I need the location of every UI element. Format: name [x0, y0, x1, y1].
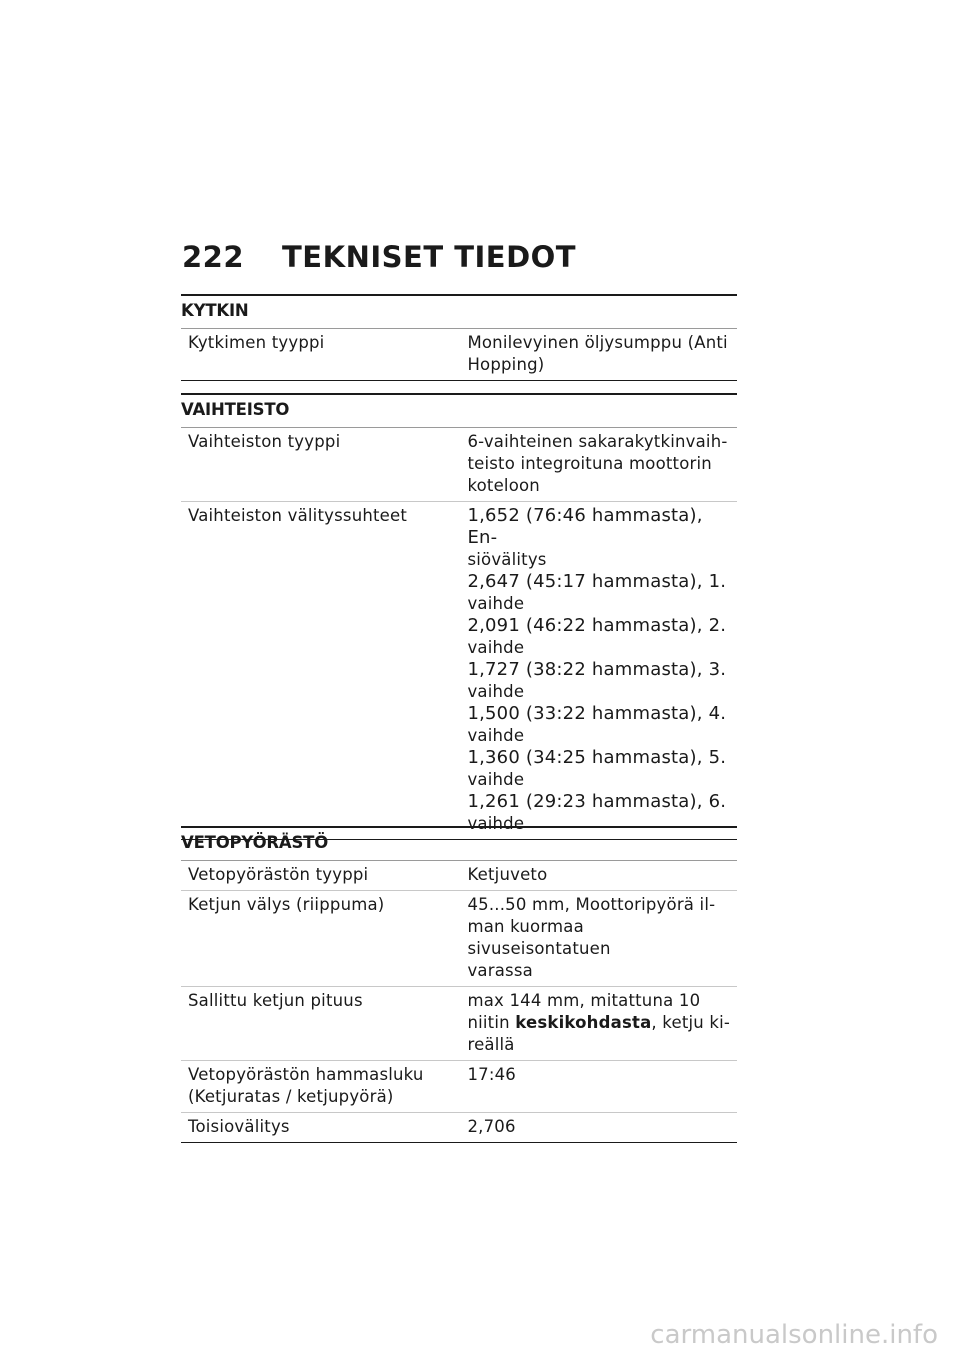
page-header [182, 240, 742, 284]
value-line: Monilevyinen öljysumppu (Anti [467, 333, 728, 352]
spec-value: Ketjuveto [467, 865, 548, 884]
table-row [181, 891, 737, 987]
label-line: (Ketjuratas / ketjupyörä) [188, 1087, 394, 1106]
value-line: man kuormaa sivuseisontatuen [467, 917, 611, 958]
value-line: 6-vaihteinen sakarakytkinvaih- [467, 432, 728, 451]
emphasis-text: keskikohdasta [515, 1013, 652, 1032]
value-text: , ketju ki- [651, 1013, 731, 1032]
spec-label: Vetopyörästön tyyppi [188, 865, 369, 884]
table-row [181, 502, 737, 840]
spec-value: 2,706 [459, 1113, 737, 1143]
section-gearbox [181, 393, 737, 840]
gear-ratio-line: 1,727 (38:22 hammasta), 3. [467, 659, 727, 680]
section-title-drive: VETOPYÖRÄSTÖ [181, 833, 329, 852]
spec-value [459, 329, 737, 381]
section-drive [181, 826, 737, 1143]
value-line: Hopping) [467, 355, 545, 374]
gear-ratio-line: vaihde [467, 770, 525, 789]
spec-label: Vaihteiston välityssuhteet [181, 502, 459, 840]
page-number: 222 [182, 240, 245, 274]
table-row [181, 1061, 737, 1113]
page-title: TEKNISET TIEDOT [282, 240, 577, 274]
table-row [181, 428, 737, 502]
watermark: carmanualsonline.info [650, 1320, 938, 1350]
gear-ratio-line: 2,091 (46:22 hammasta), 2. [467, 615, 727, 636]
spec-label: Sallittu ketjun pituus [181, 987, 459, 1061]
gear-ratio-line: vaihde [467, 814, 525, 833]
section-clutch [181, 294, 737, 381]
value-line: reällä [467, 1035, 515, 1054]
table-row [181, 329, 737, 381]
value-line: max 144 mm, mitattuna 10 [467, 991, 701, 1010]
gear-ratio-line: 1,652 (76:46 hammasta), En- [467, 505, 703, 548]
value-text: niitin [467, 1013, 516, 1032]
section-title-gearbox: VAIHTEISTO [181, 400, 290, 419]
section-title-clutch: KYTKIN [181, 301, 249, 320]
gear-ratios-list [459, 502, 737, 840]
gear-ratio-line: vaihde [467, 726, 525, 745]
gear-ratio-line: siövälitys [467, 550, 547, 569]
spec-value [459, 987, 737, 1061]
clutch-spec-table [181, 328, 737, 381]
spec-label: Ketjun välys (riippuma) [181, 891, 459, 987]
spec-value: 17:46 [459, 1061, 737, 1113]
gear-ratio-line: 1,261 (29:23 hammasta), 6. [467, 791, 727, 812]
spec-value [459, 428, 737, 502]
gear-ratio-line: 1,500 (33:22 hammasta), 4. [467, 703, 727, 724]
value-line [467, 1012, 731, 1034]
spec-label: Toisiovälitys [181, 1113, 459, 1143]
gear-ratio-line: vaihde [467, 682, 525, 701]
spec-label [181, 1061, 459, 1113]
gearbox-spec-table [181, 427, 737, 840]
table-row [181, 1113, 737, 1143]
value-line: teisto integroituna moottorin [467, 454, 712, 473]
spec-value [459, 891, 737, 987]
value-line: varassa [467, 961, 533, 980]
value-line: koteloon [467, 476, 540, 495]
gear-ratio-line: vaihde [467, 594, 525, 613]
value-line: 45...50 mm, Moottoripyörä il- [467, 895, 716, 914]
drive-spec-table [181, 860, 737, 1143]
gear-ratio-line: 1,360 (34:25 hammasta), 5. [467, 747, 727, 768]
spec-label: Vaihteiston tyyppi [188, 432, 341, 451]
label-line: Vetopyörästön hammasluku [188, 1065, 424, 1084]
gear-ratio-line: 2,647 (45:17 hammasta), 1. [467, 571, 727, 592]
table-row [181, 861, 737, 891]
gear-ratio-line: vaihde [467, 638, 525, 657]
table-row [181, 987, 737, 1061]
spec-label: Kytkimen tyyppi [188, 333, 325, 352]
